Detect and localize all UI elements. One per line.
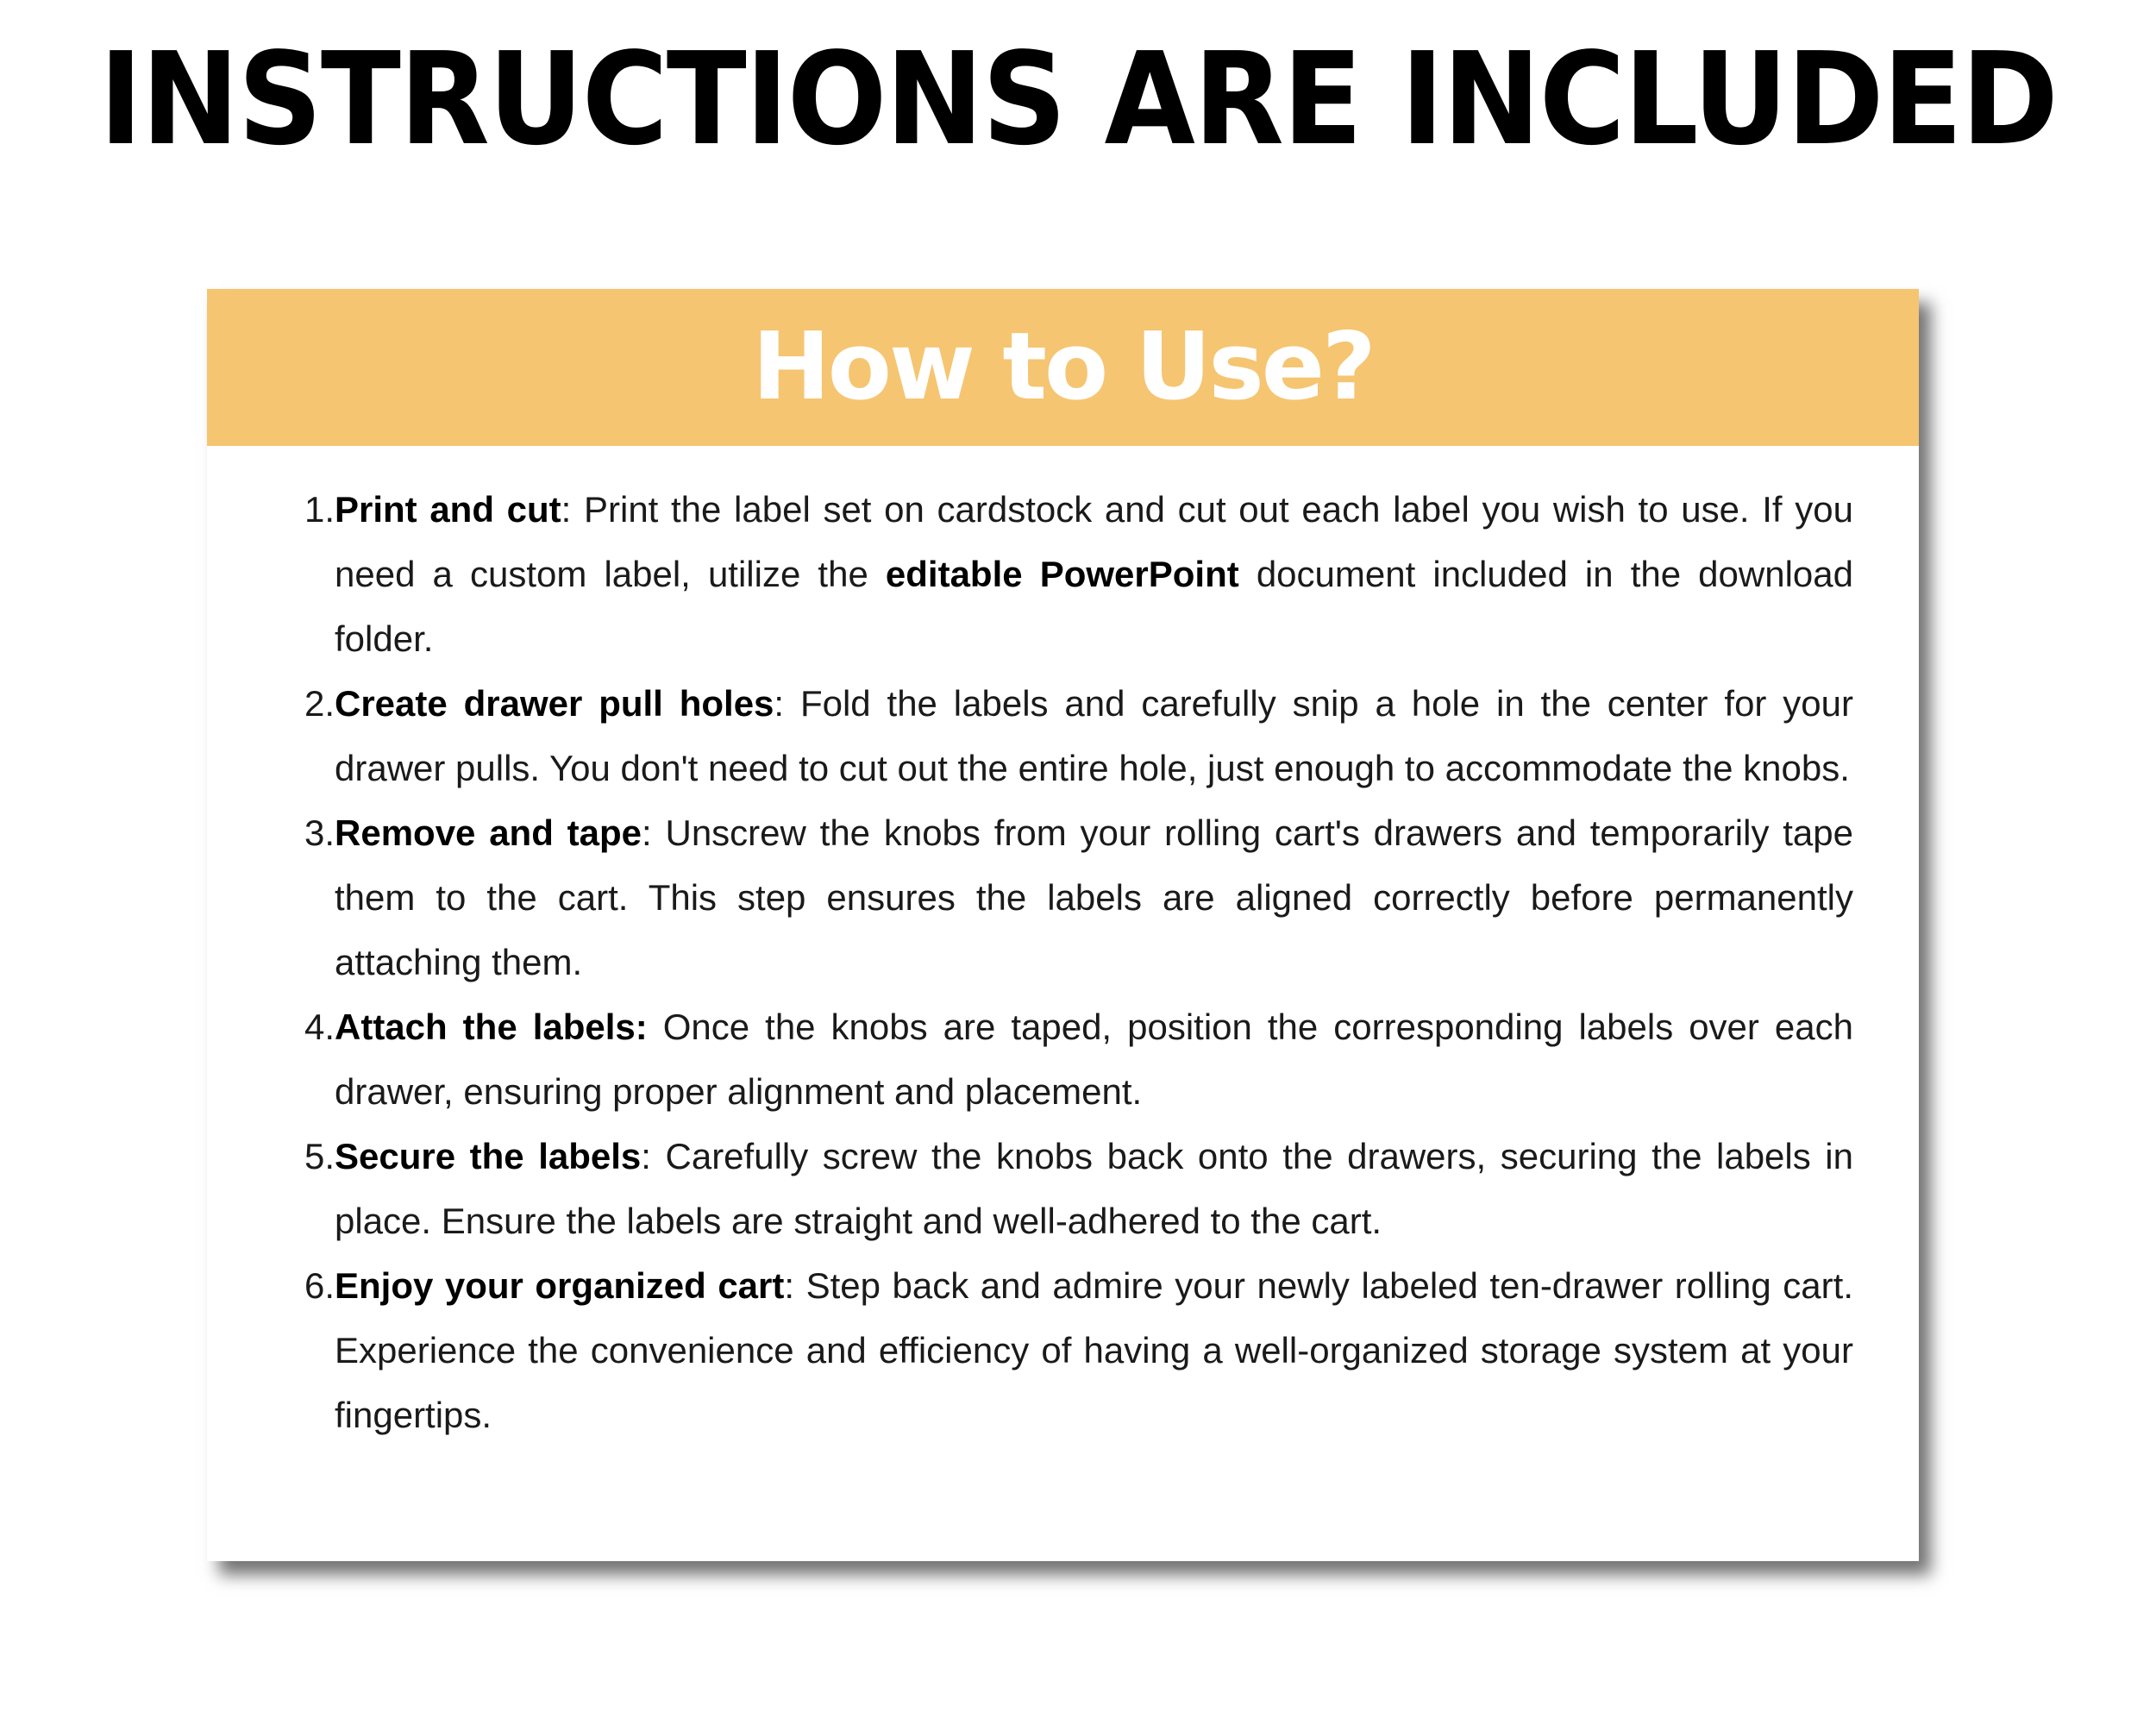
step-number: 1. bbox=[304, 489, 335, 530]
step-text: document included in the download folder. bbox=[335, 554, 1853, 659]
step-text: Once the knobs are taped, position the corresponding labels over each drawer, ensuring proper alignment and placement. bbox=[335, 1007, 1853, 1112]
step-number: 5. bbox=[304, 1136, 335, 1176]
step-text: : Carefully screw the knobs back onto the drawers, securing the labels in place. Ensure the labels are straight and well-adhered to the cart. bbox=[335, 1136, 1853, 1241]
step-5 bbox=[207, 1124, 1919, 1253]
step-emphasis: editable PowerPoint bbox=[885, 554, 1239, 594]
step-heading: Enjoy your organized cart bbox=[335, 1265, 785, 1306]
step-3 bbox=[207, 800, 1919, 994]
step-heading: Create drawer pull holes bbox=[335, 683, 774, 724]
card-title: How to Use? bbox=[752, 313, 1374, 421]
step-text: : Print the label set on cardstock and cut out each label you wish to use. If you need a custom label, utilize the bbox=[335, 489, 1853, 594]
step-text: : Fold the labels and carefully snip a hole in the center for your drawer pulls. You don't need to cut out the entire hole, just enough to accommodate the knobs. bbox=[335, 683, 1853, 788]
step-text: : Step back and admire your newly labeled ten-drawer rolling cart. Experience the convenience and efficiency of having a well-organized storage system at your fingertips. bbox=[335, 1265, 1853, 1435]
step-2 bbox=[207, 671, 1919, 800]
step-number: 2. bbox=[304, 683, 335, 724]
step-text: : Unscrew the knobs from your rolling cart's drawers and temporarily tape them to the cart. This step ensures the labels are aligned correctly before permanently attaching them. bbox=[335, 812, 1853, 982]
step-6 bbox=[207, 1253, 1919, 1447]
step-number: 3. bbox=[304, 812, 335, 853]
step-number: 6. bbox=[304, 1265, 335, 1306]
step-heading: Remove and tape bbox=[335, 812, 642, 853]
step-heading: Print and cut bbox=[335, 489, 561, 530]
instructions-card bbox=[207, 289, 1919, 1561]
title-banner bbox=[207, 289, 1919, 446]
step-heading: Attach the labels: bbox=[335, 1007, 648, 1047]
step-4 bbox=[207, 994, 1919, 1124]
headline: INSTRUCTIONS ARE INCLUDED bbox=[98, 25, 2058, 173]
step-1 bbox=[207, 477, 1919, 671]
steps-list bbox=[207, 477, 1919, 1447]
step-number: 4. bbox=[304, 1007, 335, 1047]
step-heading: Secure the labels bbox=[335, 1136, 642, 1176]
